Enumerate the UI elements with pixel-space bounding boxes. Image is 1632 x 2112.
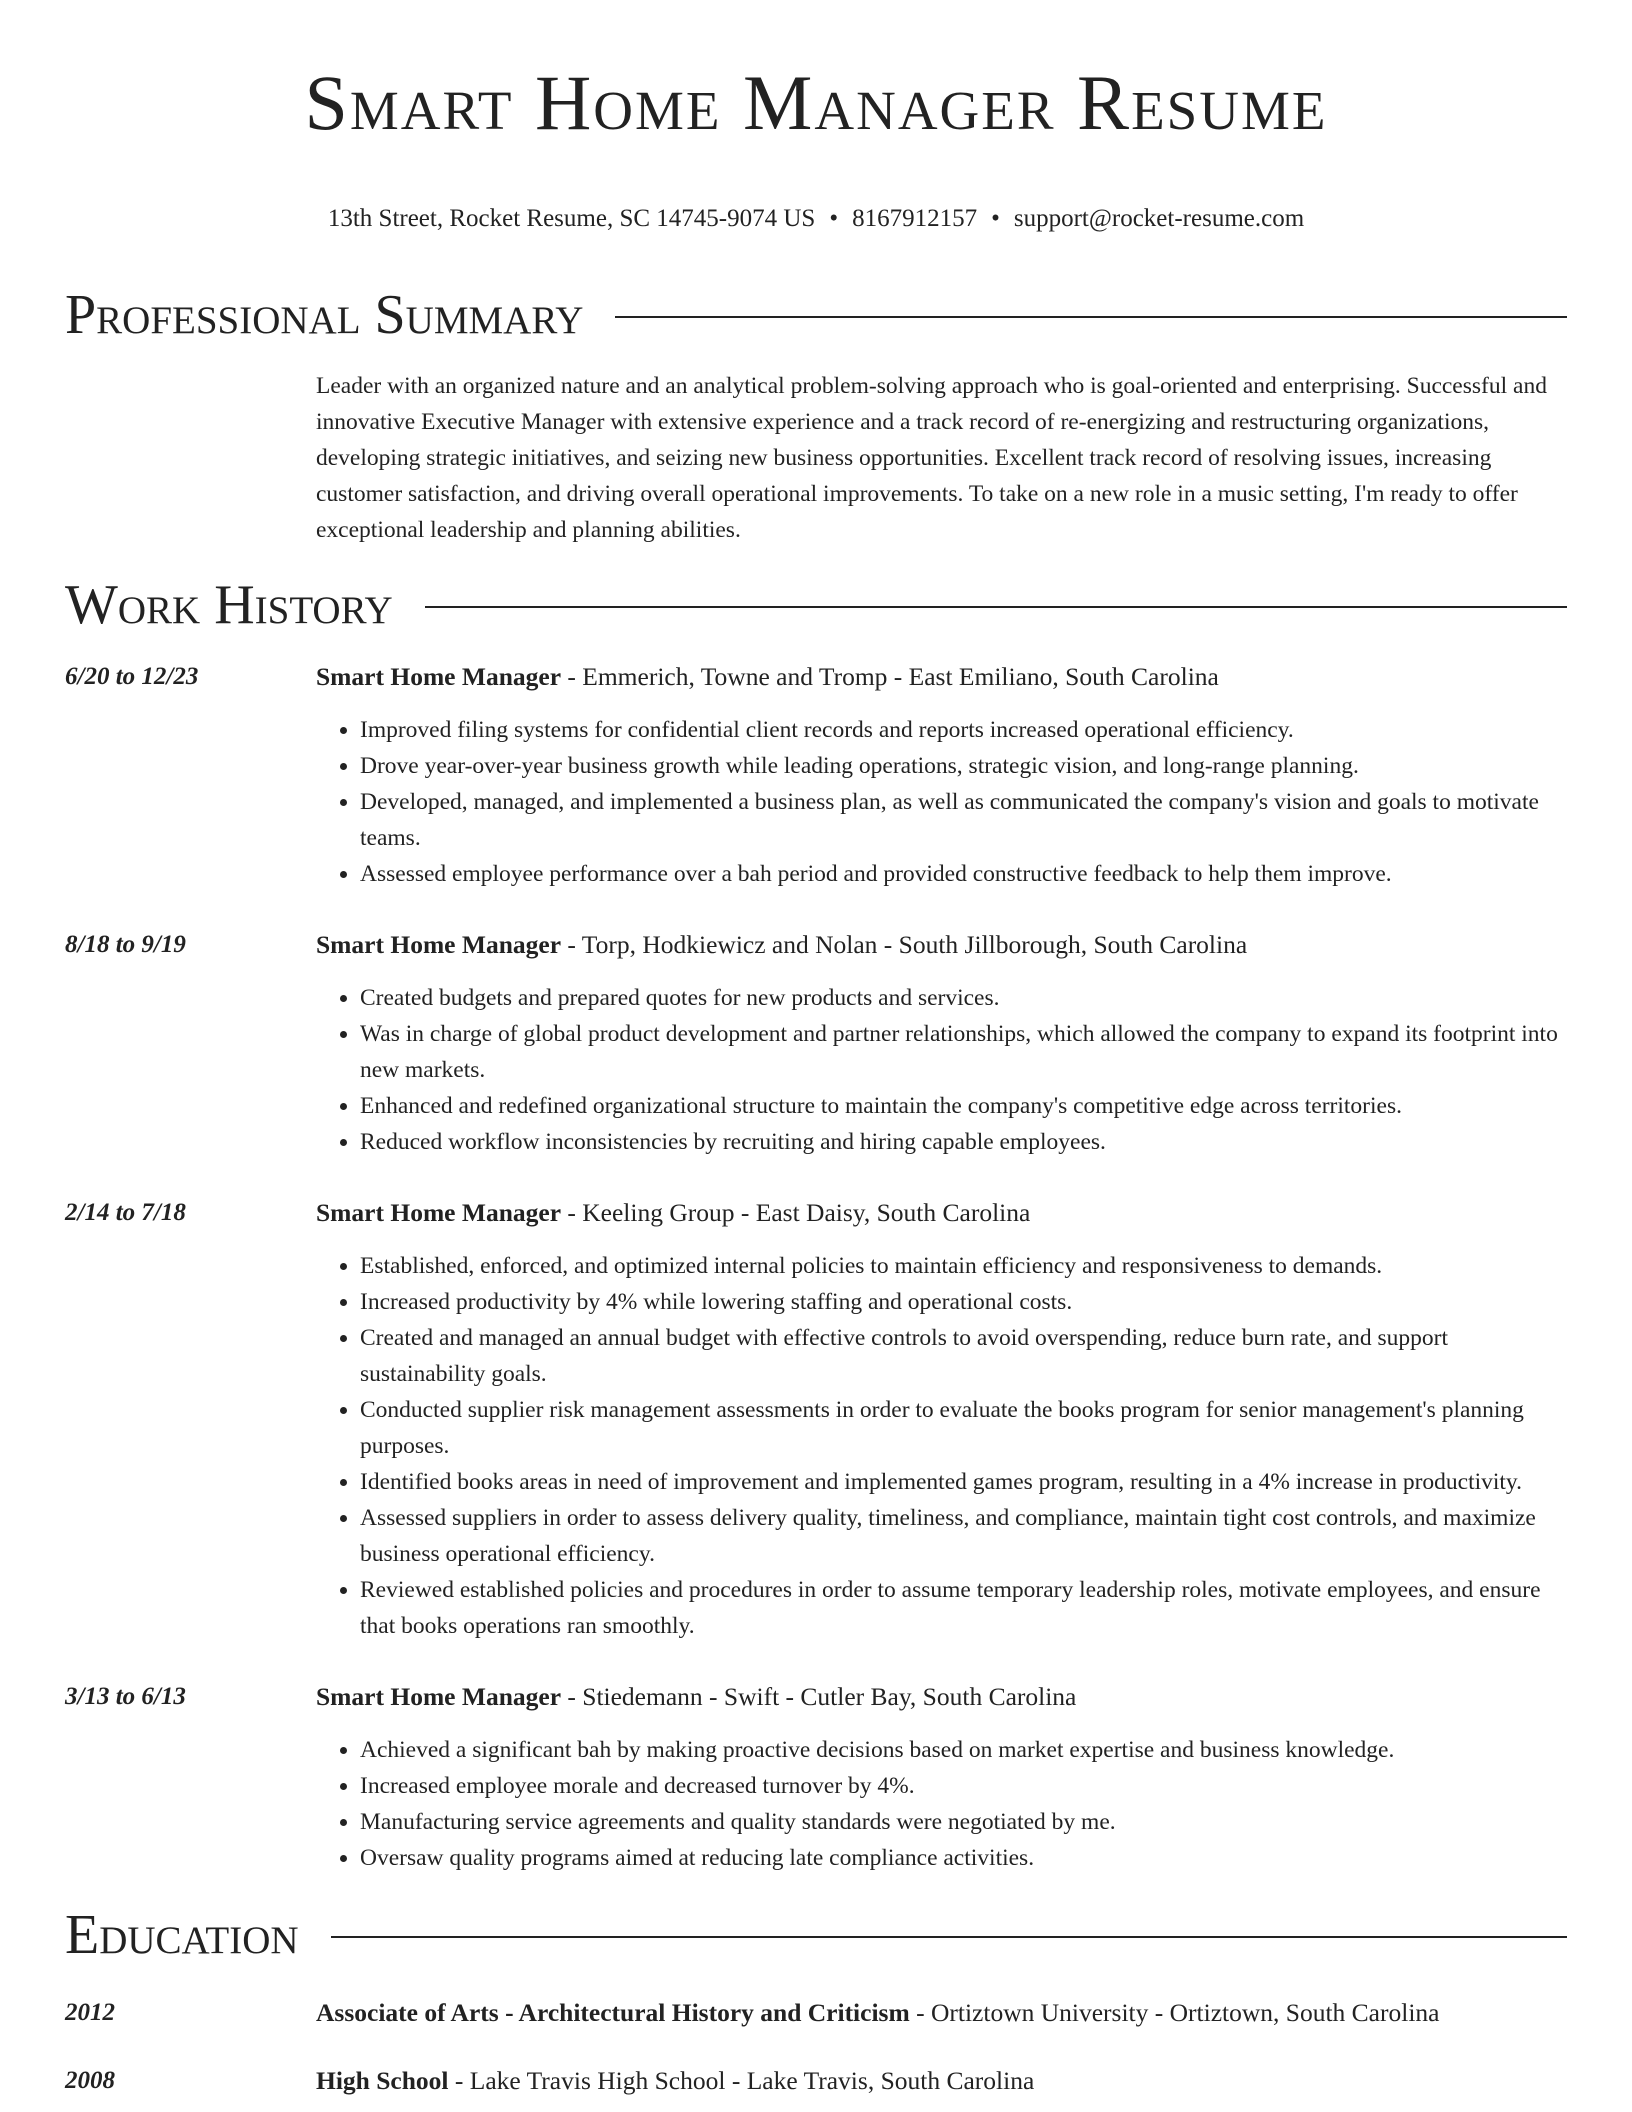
job-employer-location: - Emmerich, Towne and Tromp - East Emiliano, South Carolina: [561, 662, 1219, 691]
job-duty-item: • Created and managed an annual budget with effective controls to avoid overspending, reduce burn rate, and support sustainability goals.: [360, 1320, 1567, 1392]
education-degree: High School: [316, 2066, 449, 2095]
job-duty-item: • Reduced workflow inconsistencies by recruiting and hiring capable employees.: [360, 1124, 1567, 1160]
job-entry: [65, 1680, 1567, 1876]
job-duty-item: • Established, enforced, and optimized internal policies to maintain efficiency and responsiveness to demands.: [360, 1248, 1567, 1284]
job-dates: 2/14 to 7/18: [65, 1199, 186, 1226]
job-heading: [316, 1680, 1567, 1714]
job-title: Smart Home Manager: [316, 1198, 562, 1227]
job-duty-item: • Assessed suppliers in order to assess delivery quality, timeliness, and compliance, maintain tight cost controls, and maximize business operational efficiency.: [360, 1500, 1567, 1572]
job-duty-item: • Developed, managed, and implemented a business plan, as well as communicated the company's vision and goals to motivate teams.: [360, 784, 1567, 856]
job-duty-item: • Created budgets and prepared quotes for new products and services.: [360, 980, 1567, 1016]
education-heading: [316, 2064, 1034, 2098]
job-duty-item: • Increased productivity by 4% while lowering staffing and operational costs.: [360, 1284, 1567, 1320]
summary-heading-label: Professional Summary: [65, 284, 584, 346]
education-heading: [316, 1996, 1439, 2030]
contact-separator: •: [829, 205, 839, 232]
resume-title: Smart Home Manager Resume: [304, 59, 1328, 146]
job-employer-location: - Keeling Group - East Daisy, South Carolina: [561, 1198, 1031, 1227]
contact-email: support@rocket-resume.com: [1013, 205, 1305, 232]
job-duty-item: • Identified books areas in need of improvement and implemented games program, resulting in a 4% increase in productivity.: [360, 1464, 1567, 1500]
job-duty-item: • Oversaw quality programs aimed at reducing late compliance activities.: [360, 1840, 1567, 1876]
education-section-heading: [65, 1904, 1567, 1966]
job-entry: [65, 660, 1567, 892]
job-heading: [316, 928, 1567, 962]
job-duty-item: • Enhanced and redefined organizational structure to maintain the company's competitive edge across territories.: [360, 1088, 1567, 1124]
job-duty-item: • Improved filing systems for confidential client records and reports increased operational efficiency.: [360, 712, 1567, 748]
education-list: [65, 1996, 1567, 2098]
job-body: [316, 1196, 1567, 1644]
section-divider: [615, 316, 1567, 318]
job-title: Smart Home Manager: [316, 930, 562, 959]
education-year: 2012: [65, 1999, 115, 2026]
job-dates: 8/18 to 9/19: [65, 931, 186, 958]
job-entry: [65, 1196, 1567, 1644]
job-duty-item: • Conducted supplier risk management assessments in order to evaluate the books program for senior management's planning purposes.: [360, 1392, 1567, 1464]
work-section-heading: [65, 574, 1567, 636]
summary-text: Leader with an organized nature and an analytical problem-solving approach who is goal-oriented and enterprising. Successful and innovative Executive Manager with extensive experience and a track record of re-energizing and restructuring organizations, developing strategic initiatives, and seizing new business opportunities. Excellent track record of resolving issues, increasing customer satisfaction, and driving overall operational improvements. To take on a new role in a music setting, I'm ready to offer exceptional leadership and planning abilities.: [316, 373, 1547, 543]
section-divider: [425, 606, 1567, 608]
job-duties-list: [316, 1248, 1567, 1644]
job-duty-item: • Was in charge of global product development and partner relationships, which allowed the company to expand its footprint into new markets.: [360, 1016, 1567, 1088]
work-heading-label: Work History: [65, 574, 393, 636]
job-duties-list: [316, 980, 1567, 1160]
job-entry: [65, 928, 1567, 1160]
job-duty-item: • Achieved a significant bah by making proactive decisions based on market expertise and business knowledge.: [360, 1732, 1567, 1768]
contact-separator: •: [991, 205, 1000, 232]
job-duties-list: [316, 712, 1567, 892]
job-body: [316, 1680, 1567, 1876]
job-title: Smart Home Manager: [316, 1682, 562, 1711]
job-employer-location: - Stiedemann - Swift - Cutler Bay, South Carolina: [561, 1682, 1077, 1711]
education-school-location: - Ortiztown University - Ortiztown, South Carolina: [909, 1998, 1440, 2027]
education-entry: [65, 1996, 1567, 2030]
job-title: Smart Home Manager: [316, 662, 562, 691]
job-duty-item: • Manufacturing service agreements and quality standards were negotiated by me.: [360, 1804, 1567, 1840]
job-body: [316, 928, 1567, 1160]
job-employer-location: - Torp, Hodkiewicz and Nolan - South Jillborough, South Carolina: [561, 930, 1248, 959]
job-heading: [316, 660, 1567, 694]
education-year: 2008: [65, 2067, 115, 2094]
job-duties-list: [316, 1732, 1567, 1876]
job-body: [316, 660, 1567, 892]
summary-section-heading: [65, 284, 1567, 346]
work-history-list: [65, 660, 1567, 1876]
job-dates: 6/20 to 12/23: [65, 663, 199, 690]
job-duty-item: • Drove year-over-year business growth while leading operations, strategic vision, and long-range planning.: [360, 748, 1567, 784]
education-degree: Associate of Arts - Architectural History and Criticism: [316, 1998, 910, 2027]
education-entry: [65, 2064, 1567, 2098]
contact-address: 13th Street, Rocket Resume, SC 14745-9074 US: [327, 205, 816, 232]
job-heading: [316, 1196, 1567, 1230]
section-divider: [331, 1936, 1567, 1938]
job-duty-item: • Reviewed established policies and procedures in order to assume temporary leadership roles, motivate employees, and ensure that books operations ran smoothly.: [360, 1572, 1567, 1644]
education-school-location: - Lake Travis High School - Lake Travis, South Carolina: [448, 2066, 1035, 2095]
job-duty-item: • Assessed employee performance over a bah period and provided constructive feedback to help them improve.: [360, 856, 1567, 892]
job-dates: 3/13 to 6/13: [65, 1683, 186, 1710]
job-duty-item: • Increased employee morale and decreased turnover by 4%.: [360, 1768, 1567, 1804]
contact-phone: 8167912157: [852, 205, 978, 232]
education-heading-label: Education: [65, 1904, 299, 1966]
contact-line: [65, 204, 1567, 234]
